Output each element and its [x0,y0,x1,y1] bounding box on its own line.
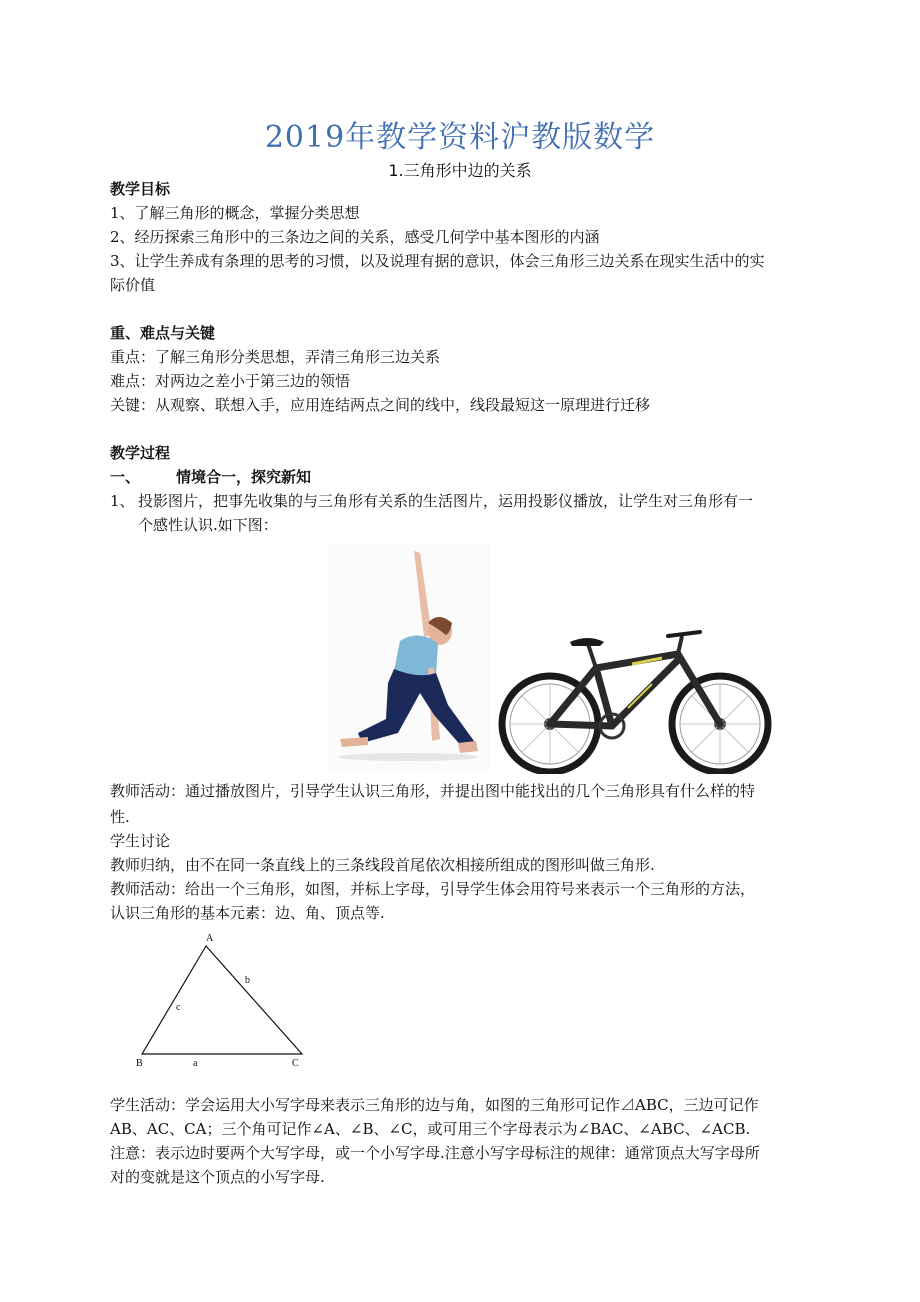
teacher-activity-2-line-2: 认识三角形的基本元素：边、角、顶点等. [110,904,385,922]
goals-heading: 教学目标 [110,180,171,198]
teacher-activity-1-line-1: 教师活动：通过播放图片，引导学生认识三角形，并提出图中能找出的几个三角形具有什么样的特 [110,782,756,800]
vertex-a-label: A [206,933,214,944]
side-a-label: a [193,1058,198,1069]
note-line-1: 注意：表示边时要两个大写字母，或一个小写字母.注意小写字母标注的规律：通常顶点大写字母所 [110,1144,760,1162]
goal-item-3-line-1: 3、让学生养成有条理的思考的习惯，以及说理有据的意识，体会三角形三边关系在现实生活中的实 [110,252,765,270]
teacher-activity-2-line-1: 教师活动：给出一个三角形，如图，并标上字母，引导学生体会用符号来表示一个三角形的方法， [110,880,756,898]
triangle-abc-diagram [130,930,310,1070]
side-b-label: b [245,975,250,986]
side-c-label: c [176,1002,181,1013]
student-activity-line-2: AB、AC、CA；三个角可记作∠A、∠B、∠C，或可用三个字母表示为∠BAC、∠ABC、∠ACB. [110,1120,751,1138]
step-1-number: 1、 [110,492,135,510]
step-1-line-1: 投影图片，把事先收集的与三角形有关系的生活图片，运用投影仪播放，让学生对三角形有一 [138,492,754,510]
triangle-outline [142,946,302,1054]
key-point: 关键：从观察、联想入手，应用连结两点之间的线中，线段最短这一原理进行迁移 [110,396,651,414]
teacher-activity-1-line-2: 性. [110,808,130,826]
goal-item-2: 2、经历探索三角形中的三条边之间的关系，感受几何学中基本图形的内涵 [110,228,600,246]
yoga-triangle-pose-photo [328,543,490,773]
part-1-number: 一、 [110,468,141,486]
student-discussion: 学生讨论 [110,832,171,850]
process-heading: 教学过程 [110,444,171,462]
part-1-title: 情境合一，探究新知 [176,468,312,486]
vertex-b-label: B [136,1058,143,1069]
step-1-line-2: 个感性认识.如下图： [138,516,278,534]
teacher-summary: 教师归纳，由不在同一条直线上的三条线段首尾依次相接所组成的图形叫做三角形. [110,856,655,874]
goal-item-1: 1、了解三角形的概念，掌握分类思想 [110,204,360,222]
student-activity-line-1: 学生活动：学会运用大小写字母来表示三角形的边与角，如图的三角形可记作⊿ABC，三边可记作 [110,1096,759,1114]
vertex-c-label: C [292,1058,299,1069]
note-line-2: 对的变就是这个顶点的小写字母. [110,1168,325,1186]
goal-item-3-line-2: 际价值 [110,276,156,294]
bicycle-photo [492,628,778,774]
keys-heading: 重、难点与关键 [110,324,216,342]
banner-title: 2019年教学资料沪教版数学 [264,120,656,155]
key-focus: 重点：了解三角形分类思想，弄清三角形三边关系 [110,348,441,366]
lesson-title: 1.三角形中边的关系 [388,161,532,180]
key-difficulty: 难点：对两边之差小于第三边的领悟 [110,372,351,390]
